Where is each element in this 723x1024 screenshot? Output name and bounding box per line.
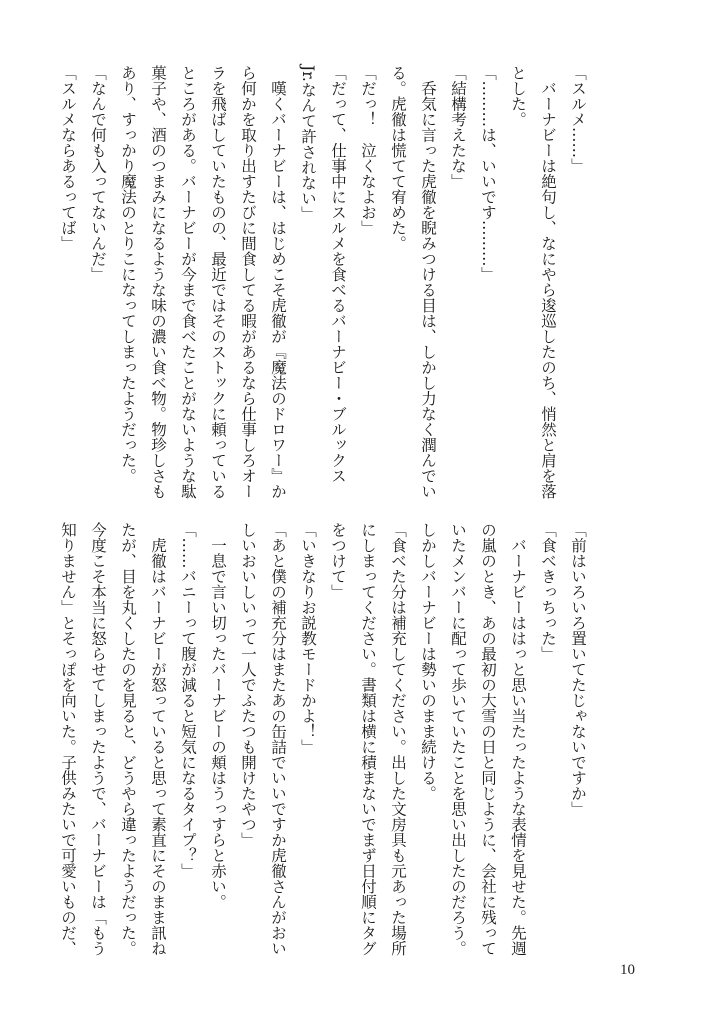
text-line: 「……バニーって腹が減ると短気になるタイプ？」 bbox=[179, 522, 197, 879]
text-line: しいおいしいって一人でふたつも開けたやつ」 bbox=[239, 522, 257, 848]
text-line: をつけて」 bbox=[329, 522, 347, 600]
text-line: る。虎徹は慌てて宥めた。 bbox=[389, 65, 407, 251]
text-line: にしまってください。書類は横に積まないでまず日付順にタグ bbox=[359, 522, 377, 956]
text-line: 「スルメ……」 bbox=[569, 65, 587, 174]
text-line: とした。 bbox=[509, 65, 527, 127]
text-line: バーナビーは絶句し、なにやら逡巡したのち、悄然と肩を落 bbox=[539, 65, 557, 499]
text-line: ところがある。バーナビーが今まで食べたことがないような駄 bbox=[179, 65, 197, 499]
upper-text-block bbox=[59, 65, 593, 510]
text-line: 「あと僕の補充分はまたあの缶詰でいいですか虎徹さんがおい bbox=[269, 522, 287, 956]
text-line: 「だって、仕事中にスルメを食べるバーナビー・ブルックス bbox=[329, 65, 347, 484]
text-line: たが、目を丸くしたのを見ると、どうやら違ったようだった。 bbox=[119, 522, 137, 956]
text-line: Jr.なんて許されない」 bbox=[299, 65, 317, 222]
text-line: 「なんで何も入ってないんだ」 bbox=[89, 65, 107, 282]
text-line: 知りません」とそっぽを向いた。子供みたいで可愛いものだ、 bbox=[59, 522, 77, 956]
text-line: あり、すっかり魔法のとりこになってしまったようだった。 bbox=[119, 65, 137, 484]
text-line: 「前はいろいろ置いてたじゃないですか」 bbox=[569, 522, 587, 817]
text-line: 「結構考えたな」 bbox=[449, 65, 467, 189]
text-line: ラを飛ばしていたものの、最近ではそのストックに頼っている bbox=[209, 65, 227, 499]
text-line: 嘆くバーナビーは、はじめこそ虎徹が『魔法のドロワー』か bbox=[269, 65, 287, 499]
page-number: 10 bbox=[620, 962, 635, 978]
text-line: 「いきなりお説教モードかよ！」 bbox=[299, 522, 317, 755]
text-line: 虎徹はバーナビーが怒っていると思って素直にそのまま訊ね bbox=[149, 522, 167, 956]
text-line: 呑気に言った虎徹を睨みつける目は、しかし力なく潤んでい bbox=[419, 65, 437, 499]
text-line: バーナビーははっと思い当たったような表情を見せた。先週 bbox=[509, 522, 527, 956]
text-line: しかしバーナビーは勢いのまま続ける。 bbox=[419, 522, 437, 801]
text-line: 一息で言い切ったバーナビーの頬はうっすらと赤い。 bbox=[209, 522, 227, 910]
text-line: 今度こそ本当に怒らせてしまったようで、バーナビーは「もう bbox=[89, 522, 107, 956]
text-line: いたメンバーに配って歩いていたことを思い出したのだろう。 bbox=[449, 522, 467, 956]
text-line: 「スルメならあるってば」 bbox=[59, 65, 77, 251]
text-line: 「食べきっちった」 bbox=[539, 522, 557, 662]
lower-text-block bbox=[59, 522, 593, 967]
text-line: の嵐のとき、あの最初の大雪の日と同じように、会社に残って bbox=[479, 522, 497, 956]
text-line: 「………は、いいです………」 bbox=[479, 65, 497, 282]
text-line: 「だっ！ 泣くなよお」 bbox=[359, 65, 377, 236]
text-line: 菓子や、酒のつまみになるような味の濃い食べ物。物珍しさも bbox=[149, 65, 167, 499]
text-line: 「食べた分は補充してください。出した文房具も元あった場所 bbox=[389, 522, 407, 956]
text-line: ら何かを取り出すたびに間食してる暇があるなら仕事しろオー bbox=[239, 65, 257, 499]
